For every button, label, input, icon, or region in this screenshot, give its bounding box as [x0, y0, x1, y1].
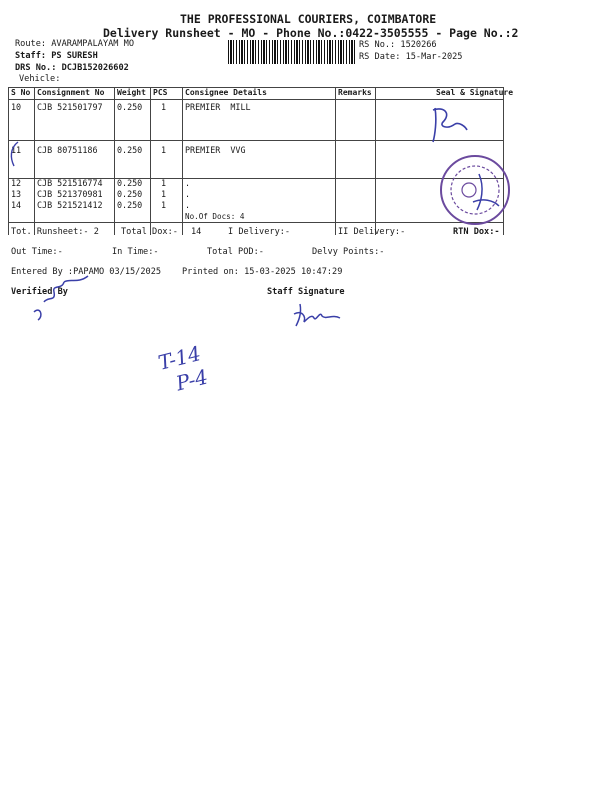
cell-consignee: . [185, 189, 191, 199]
route-label: Route: AVARAMPALAYAM MO [15, 39, 134, 49]
cell-pcs: 1 [161, 145, 167, 155]
vehicle-label: Vehicle: [19, 74, 61, 84]
out-time: Out Time:- [11, 247, 63, 257]
ii-delivery: II Delivery:- [338, 227, 406, 237]
staff-signature-label: Staff Signature [267, 287, 345, 297]
cell-pcs: 1 [161, 189, 167, 199]
total-dox-label: Total Dox:- [121, 227, 178, 237]
rtn-dox: RTN Dox:- [453, 227, 500, 237]
col-header-consignment: Consignment No [35, 88, 115, 100]
cell-consignment: CJB 521501797 [37, 102, 103, 112]
col-header-seal: Seal & Signature [376, 88, 504, 100]
verified-by-label: Verified By [11, 287, 68, 297]
runsheet-subtitle: Delivery Runsheet - MO - Phone No.:0422-3505555 - Page No.:2 [103, 26, 519, 40]
table-header-row [9, 88, 504, 100]
col-header-sno: S No [9, 88, 35, 100]
col-header-weight: Weight [115, 88, 151, 100]
cell-consignee: . [185, 178, 191, 188]
staff-label: Staff: PS SURESH [15, 51, 98, 61]
cell-sno: 11 [11, 145, 22, 155]
i-delivery: I Delivery:- [228, 227, 291, 237]
tot-runsheet: Tot. Runsheet:- 2 [11, 227, 99, 237]
handwritten-note-line2: P-4 [173, 364, 211, 396]
cell-weight: 0.250 [117, 200, 143, 210]
cell-pcs: 1 [161, 102, 167, 112]
signature-scribble-row10 [425, 100, 475, 155]
cell-consignment: CJB 521516774 [37, 178, 103, 188]
entered-by: Entered By :PAPAMO 03/15/2025 [11, 267, 162, 277]
company-title: THE PROFESSIONAL COURIERS, COIMBATORE [180, 12, 437, 26]
cell-sno: 13 [11, 189, 22, 199]
cell-sno: 14 [11, 200, 22, 210]
cell-pcs: 1 [161, 200, 167, 210]
pen-mark-row11 [6, 140, 26, 170]
docs-count: No.Of Docs: 4 [185, 212, 245, 221]
row-divider [8, 178, 503, 179]
rs-date: RS Date: 15-Mar-2025 [359, 52, 463, 62]
in-time: In Time:- [112, 247, 159, 257]
cell-consignee: . [185, 200, 191, 210]
rs-number: RS No.: 1520266 [359, 40, 437, 50]
cell-consignee: PREMIER MILL [185, 102, 251, 112]
col-header-remarks: Remarks [336, 88, 376, 100]
barcode [228, 40, 355, 64]
cell-sno: 10 [11, 102, 22, 112]
staff-signature-scribble [292, 300, 352, 330]
col-header-pcs: PCS [151, 88, 183, 100]
col-header-consignee: Consignee Details [183, 88, 336, 100]
printed-on: Printed on: 15-03-2025 10:47:29 [182, 267, 343, 277]
cell-consignment: CJB 521521412 [37, 200, 103, 210]
table-bottom-border [8, 222, 503, 223]
cell-weight: 0.250 [117, 145, 143, 155]
cell-consignment: CJB 80751186 [37, 145, 98, 155]
verifier-signature [30, 272, 100, 327]
cell-consignee: PREMIER VVG [185, 145, 246, 155]
cell-weight: 0.250 [117, 178, 143, 188]
total-pod: Total POD:- [207, 247, 264, 257]
delvy-points: Delvy Points:- [312, 247, 385, 257]
cell-weight: 0.250 [117, 102, 143, 112]
seal-stamp [433, 150, 523, 230]
cell-sno: 12 [11, 178, 22, 188]
handwritten-note-line1: T-14 [155, 341, 204, 375]
cell-weight: 0.250 [117, 189, 143, 199]
cell-consignment: CJB 521370981 [37, 189, 103, 199]
cell-remarks [336, 100, 376, 236]
total-dox-value: 14 [191, 227, 202, 237]
drs-number: DRS No.: DCJB152026602 [15, 63, 129, 73]
cell-pcs: 1 [161, 178, 167, 188]
